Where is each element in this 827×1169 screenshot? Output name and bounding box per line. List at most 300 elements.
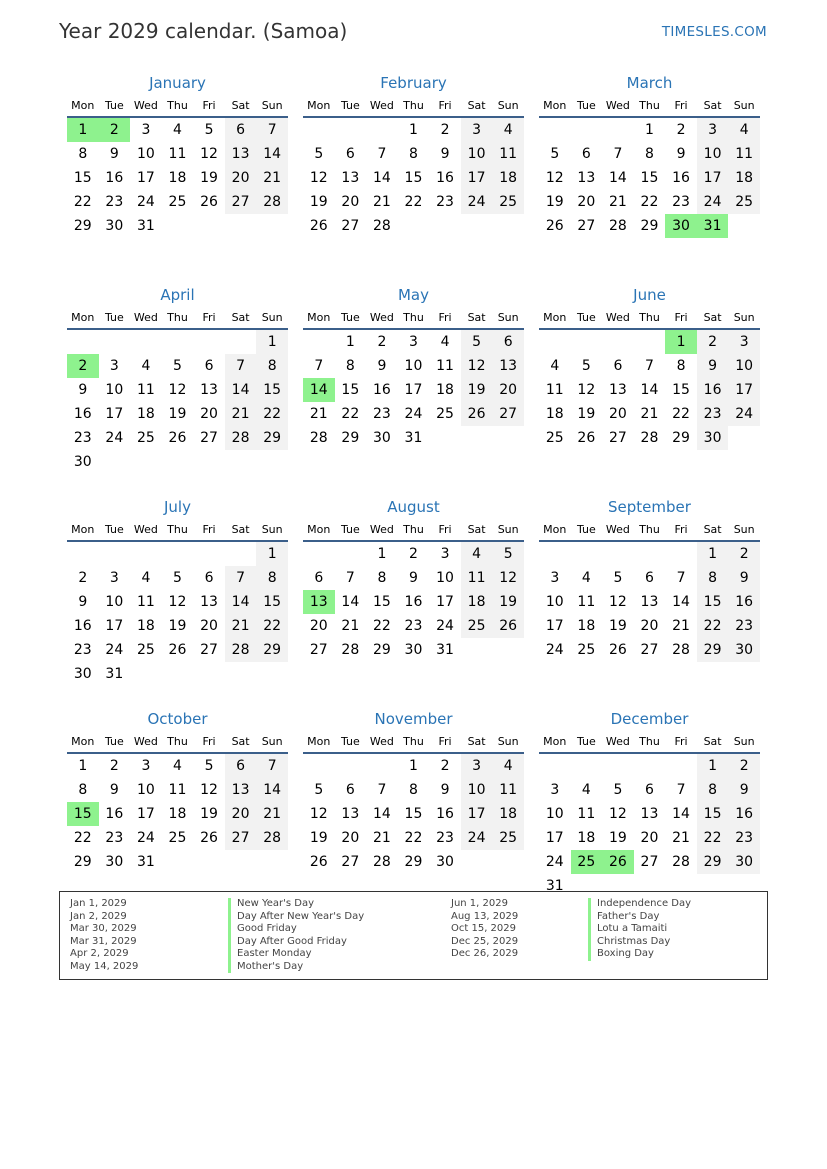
day-cell[interactable]: 4 — [173, 122, 182, 138]
day-cell[interactable]: 27 — [341, 854, 360, 870]
day-cell[interactable]: 12 — [168, 594, 187, 610]
day-cell[interactable]: 7 — [314, 358, 324, 374]
day-cell[interactable]: 6 — [345, 146, 355, 162]
day-cell[interactable]: 22 — [256, 614, 288, 638]
day-cell[interactable]: 18 — [136, 618, 155, 634]
day-cell[interactable]: 9 — [78, 594, 88, 610]
day-cell[interactable]: 7 — [345, 570, 355, 586]
day-cell[interactable]: 23 — [436, 194, 454, 210]
day-cell[interactable]: 1 — [409, 758, 418, 774]
day-cell[interactable]: 25 — [577, 642, 596, 658]
day-cell[interactable]: 27 — [225, 826, 257, 850]
day-cell[interactable]: 22 — [672, 406, 690, 422]
day-cell[interactable]: 21 — [256, 166, 288, 190]
day-cell[interactable]: 16 — [372, 382, 391, 398]
day-cell[interactable]: 3 — [440, 546, 450, 562]
day-cell[interactable]: 10 — [105, 382, 124, 398]
day-cell[interactable]: 18 — [577, 618, 596, 634]
day-cell[interactable]: 17 — [728, 378, 760, 402]
day-cell[interactable]: 12 — [461, 354, 493, 378]
day-cell[interactable]: 26 — [200, 830, 218, 846]
day-cell[interactable]: 17 — [697, 166, 729, 190]
day-cell[interactable]: 27 — [200, 642, 218, 658]
day-cell[interactable]: 13 — [341, 806, 360, 822]
day-cell[interactable]: 18 — [436, 382, 454, 398]
day-cell[interactable]: 29 — [372, 642, 391, 658]
day-cell[interactable]: 26 — [309, 218, 328, 234]
day-cell[interactable]: 11 — [168, 782, 187, 798]
day-cell[interactable]: 30 — [728, 638, 760, 662]
day-cell[interactable]: 25 — [492, 190, 524, 214]
day-cell[interactable]: 1 — [697, 754, 729, 778]
day-cell[interactable]: 8 — [78, 782, 88, 798]
day-cell[interactable]: 30 — [105, 854, 124, 870]
day-cell[interactable]: 29 — [256, 426, 288, 450]
day-cell[interactable]: 25 — [461, 614, 493, 638]
day-cell[interactable]: 5 — [314, 782, 324, 798]
day-cell[interactable]: 27 — [577, 218, 596, 234]
day-cell[interactable]: 17 — [436, 594, 454, 610]
day-cell[interactable]: 12 — [608, 806, 627, 822]
day-cell[interactable]: 14 — [608, 170, 627, 186]
day-cell[interactable]: 20 — [577, 194, 596, 210]
day-cell[interactable]: 1 — [645, 122, 654, 138]
day-cell[interactable]: 14 — [672, 806, 690, 822]
day-cell[interactable]: 28 — [608, 218, 627, 234]
day-cell[interactable]: 26 — [608, 642, 627, 658]
day-cell[interactable]: 7 — [256, 754, 288, 778]
day-cell[interactable]: 21 — [225, 402, 257, 426]
day-cell[interactable]: 8 — [256, 566, 288, 590]
day-cell[interactable]: 4 — [492, 118, 524, 142]
day-cell[interactable]: 31 — [404, 430, 423, 446]
day-cell[interactable]: 5 — [550, 146, 560, 162]
day-cell[interactable]: 10 — [461, 142, 493, 166]
day-cell[interactable]: 13 — [608, 382, 627, 398]
day-cell[interactable]: 5 — [173, 358, 182, 374]
day-cell[interactable]: 3 — [141, 758, 151, 774]
day-cell[interactable]: 2 — [676, 122, 686, 138]
day-cell[interactable]: 4 — [141, 570, 151, 586]
day-cell[interactable]: 20 — [309, 618, 328, 634]
day-cell[interactable]: 26 — [168, 430, 187, 446]
day-cell[interactable]: 14 — [256, 142, 288, 166]
day-cell[interactable]: 15 — [341, 382, 360, 398]
day-cell[interactable]: 9 — [728, 778, 760, 802]
day-cell[interactable]: 26 — [577, 430, 596, 446]
day-cell[interactable]: 29 — [672, 430, 690, 446]
day-cell[interactable]: 15 — [404, 806, 423, 822]
day-cell[interactable]: 28 — [256, 190, 288, 214]
day-cell[interactable]: 6 — [345, 782, 355, 798]
day-cell[interactable]: 16 — [436, 806, 454, 822]
day-cell[interactable]: 3 — [461, 754, 493, 778]
day-cell[interactable]: 16 — [404, 594, 423, 610]
day-cell[interactable]: 30 — [697, 426, 729, 450]
day-cell[interactable]: 26 — [200, 194, 218, 210]
day-cell[interactable]: 31 — [136, 218, 155, 234]
day-cell[interactable]: 11 — [461, 566, 493, 590]
day-cell[interactable]: 25 — [545, 430, 564, 446]
day-cell[interactable]: 18 — [168, 806, 187, 822]
day-cell[interactable]: 23 — [73, 642, 92, 658]
day-cell[interactable]: 15 — [256, 590, 288, 614]
day-cell[interactable]: 23 — [372, 406, 391, 422]
day-cell[interactable]: 12 — [608, 594, 627, 610]
day-cell[interactable]: 3 — [141, 122, 151, 138]
day-cell[interactable]: 24 — [136, 830, 155, 846]
day-cell[interactable]: 7 — [613, 146, 623, 162]
day-cell[interactable]: 17 — [545, 618, 564, 634]
day-cell[interactable]: 24 — [461, 190, 493, 214]
day-cell[interactable]: 10 — [697, 142, 729, 166]
day-cell[interactable]: 9 — [440, 146, 450, 162]
brand-link[interactable]: TIMESLES.COM — [661, 24, 767, 40]
day-cell[interactable]: 22 — [404, 194, 423, 210]
holiday-day-cell[interactable]: 14 — [303, 378, 335, 402]
day-cell[interactable]: 1 — [409, 122, 418, 138]
day-cell[interactable]: 22 — [697, 826, 729, 850]
day-cell[interactable]: 8 — [697, 566, 729, 590]
day-cell[interactable]: 31 — [545, 878, 564, 894]
day-cell[interactable]: 5 — [461, 330, 493, 354]
day-cell[interactable]: 6 — [645, 782, 654, 798]
day-cell[interactable]: 17 — [461, 802, 493, 826]
day-cell[interactable]: 26 — [168, 642, 187, 658]
day-cell[interactable]: 24 — [728, 402, 760, 426]
day-cell[interactable]: 26 — [461, 402, 493, 426]
day-cell[interactable]: 5 — [204, 758, 214, 774]
day-cell[interactable]: 23 — [73, 430, 92, 446]
day-cell[interactable]: 24 — [697, 190, 729, 214]
day-cell[interactable]: 16 — [436, 170, 454, 186]
holiday-day-cell[interactable]: 15 — [67, 802, 99, 826]
day-cell[interactable]: 11 — [545, 382, 564, 398]
day-cell[interactable]: 1 — [256, 542, 288, 566]
day-cell[interactable]: 21 — [309, 406, 328, 422]
day-cell[interactable]: 13 — [492, 354, 524, 378]
day-cell[interactable]: 19 — [577, 406, 596, 422]
day-cell[interactable]: 11 — [577, 594, 596, 610]
day-cell[interactable]: 14 — [225, 378, 257, 402]
day-cell[interactable]: 20 — [492, 378, 524, 402]
day-cell[interactable]: 2 — [728, 542, 760, 566]
day-cell[interactable]: 29 — [697, 850, 729, 874]
day-cell[interactable]: 4 — [440, 334, 450, 350]
day-cell[interactable]: 16 — [728, 802, 760, 826]
day-cell[interactable]: 15 — [256, 378, 288, 402]
day-cell[interactable]: 19 — [309, 194, 328, 210]
day-cell[interactable]: 24 — [436, 618, 454, 634]
day-cell[interactable]: 14 — [256, 778, 288, 802]
holiday-day-cell[interactable]: 25 — [571, 850, 603, 874]
day-cell[interactable]: 6 — [314, 570, 324, 586]
day-cell[interactable]: 3 — [109, 570, 119, 586]
day-cell[interactable]: 4 — [141, 358, 151, 374]
day-cell[interactable]: 17 — [461, 166, 493, 190]
day-cell[interactable]: 18 — [545, 406, 564, 422]
holiday-day-cell[interactable]: 1 — [665, 330, 697, 354]
day-cell[interactable]: 8 — [409, 146, 418, 162]
day-cell[interactable]: 25 — [168, 830, 187, 846]
day-cell[interactable]: 30 — [728, 850, 760, 874]
day-cell[interactable]: 28 — [225, 426, 257, 450]
day-cell[interactable]: 18 — [461, 590, 493, 614]
day-cell[interactable]: 21 — [256, 802, 288, 826]
day-cell[interactable]: 28 — [640, 430, 659, 446]
day-cell[interactable]: 25 — [136, 430, 155, 446]
day-cell[interactable]: 26 — [545, 218, 564, 234]
day-cell[interactable]: 5 — [613, 570, 623, 586]
day-cell[interactable]: 19 — [168, 406, 187, 422]
day-cell[interactable]: 30 — [436, 854, 454, 870]
day-cell[interactable]: 21 — [608, 194, 627, 210]
day-cell[interactable]: 20 — [341, 830, 360, 846]
day-cell[interactable]: 25 — [168, 194, 187, 210]
day-cell[interactable]: 4 — [461, 542, 493, 566]
day-cell[interactable]: 3 — [461, 118, 493, 142]
day-cell[interactable]: 6 — [225, 118, 257, 142]
day-cell[interactable]: 3 — [409, 334, 418, 350]
day-cell[interactable]: 19 — [608, 830, 627, 846]
day-cell[interactable]: 14 — [372, 170, 391, 186]
day-cell[interactable]: 24 — [545, 854, 564, 870]
day-cell[interactable]: 26 — [492, 614, 524, 638]
day-cell[interactable]: 16 — [105, 806, 124, 822]
day-cell[interactable]: 18 — [168, 170, 187, 186]
day-cell[interactable]: 5 — [613, 782, 623, 798]
day-cell[interactable]: 18 — [492, 166, 524, 190]
day-cell[interactable]: 20 — [200, 406, 218, 422]
day-cell[interactable]: 24 — [105, 642, 124, 658]
day-cell[interactable]: 6 — [581, 146, 591, 162]
day-cell[interactable]: 22 — [341, 406, 360, 422]
day-cell[interactable]: 7 — [676, 782, 686, 798]
day-cell[interactable]: 19 — [200, 170, 218, 186]
day-cell[interactable]: 12 — [200, 146, 218, 162]
day-cell[interactable]: 11 — [492, 778, 524, 802]
day-cell[interactable]: 19 — [168, 618, 187, 634]
day-cell[interactable]: 1 — [256, 330, 288, 354]
day-cell[interactable]: 28 — [256, 826, 288, 850]
day-cell[interactable]: 27 — [640, 854, 659, 870]
day-cell[interactable]: 20 — [225, 802, 257, 826]
day-cell[interactable]: 4 — [173, 758, 182, 774]
day-cell[interactable]: 30 — [73, 666, 92, 682]
day-cell[interactable]: 14 — [372, 806, 391, 822]
day-cell[interactable]: 5 — [173, 570, 182, 586]
day-cell[interactable]: 13 — [200, 594, 218, 610]
day-cell[interactable]: 25 — [728, 190, 760, 214]
day-cell[interactable]: 19 — [309, 830, 328, 846]
day-cell[interactable]: 23 — [105, 194, 124, 210]
day-cell[interactable]: 18 — [728, 166, 760, 190]
day-cell[interactable]: 28 — [672, 642, 690, 658]
day-cell[interactable]: 5 — [204, 122, 214, 138]
day-cell[interactable]: 30 — [105, 218, 124, 234]
day-cell[interactable]: 10 — [136, 782, 155, 798]
day-cell[interactable]: 20 — [200, 618, 218, 634]
day-cell[interactable]: 15 — [372, 594, 391, 610]
day-cell[interactable]: 28 — [225, 638, 257, 662]
day-cell[interactable]: 22 — [640, 194, 659, 210]
day-cell[interactable]: 23 — [672, 194, 690, 210]
day-cell[interactable]: 22 — [697, 614, 729, 638]
day-cell[interactable]: 4 — [728, 118, 760, 142]
day-cell[interactable]: 11 — [492, 142, 524, 166]
day-cell[interactable]: 29 — [73, 218, 92, 234]
day-cell[interactable]: 10 — [436, 570, 454, 586]
day-cell[interactable]: 8 — [256, 354, 288, 378]
day-cell[interactable]: 13 — [225, 142, 257, 166]
day-cell[interactable]: 5 — [581, 358, 591, 374]
day-cell[interactable]: 10 — [136, 146, 155, 162]
day-cell[interactable]: 15 — [672, 382, 690, 398]
day-cell[interactable]: 17 — [136, 170, 155, 186]
holiday-day-cell[interactable]: 2 — [99, 118, 131, 142]
day-cell[interactable]: 7 — [225, 354, 257, 378]
day-cell[interactable]: 19 — [608, 618, 627, 634]
day-cell[interactable]: 2 — [377, 334, 387, 350]
day-cell[interactable]: 3 — [550, 570, 560, 586]
day-cell[interactable]: 28 — [309, 430, 328, 446]
day-cell[interactable]: 16 — [728, 590, 760, 614]
day-cell[interactable]: 27 — [492, 402, 524, 426]
day-cell[interactable]: 6 — [204, 358, 214, 374]
day-cell[interactable]: 26 — [309, 854, 328, 870]
day-cell[interactable]: 22 — [256, 402, 288, 426]
day-cell[interactable]: 24 — [404, 406, 423, 422]
day-cell[interactable]: 13 — [640, 806, 659, 822]
day-cell[interactable]: 25 — [136, 642, 155, 658]
day-cell[interactable]: 13 — [225, 778, 257, 802]
day-cell[interactable]: 27 — [608, 430, 627, 446]
day-cell[interactable]: 29 — [73, 854, 92, 870]
day-cell[interactable]: 9 — [676, 146, 686, 162]
day-cell[interactable]: 9 — [109, 782, 119, 798]
day-cell[interactable]: 24 — [105, 430, 124, 446]
day-cell[interactable]: 3 — [728, 330, 760, 354]
day-cell[interactable]: 8 — [697, 778, 729, 802]
day-cell[interactable]: 2 — [440, 758, 450, 774]
day-cell[interactable]: 16 — [73, 406, 92, 422]
day-cell[interactable]: 1 — [377, 546, 387, 562]
day-cell[interactable]: 2 — [78, 570, 88, 586]
day-cell[interactable]: 31 — [136, 854, 155, 870]
day-cell[interactable]: 21 — [372, 830, 391, 846]
day-cell[interactable]: 7 — [377, 782, 387, 798]
day-cell[interactable]: 12 — [577, 382, 596, 398]
day-cell[interactable]: 6 — [613, 358, 623, 374]
day-cell[interactable]: 18 — [492, 802, 524, 826]
day-cell[interactable]: 23 — [436, 830, 454, 846]
day-cell[interactable]: 11 — [577, 806, 596, 822]
day-cell[interactable]: 25 — [436, 406, 454, 422]
day-cell[interactable]: 8 — [345, 358, 355, 374]
day-cell[interactable]: 27 — [309, 642, 328, 658]
day-cell[interactable]: 5 — [314, 146, 324, 162]
day-cell[interactable]: 23 — [728, 826, 760, 850]
day-cell[interactable]: 3 — [109, 358, 119, 374]
day-cell[interactable]: 20 — [640, 618, 659, 634]
day-cell[interactable]: 15 — [697, 590, 729, 614]
day-cell[interactable]: 1 — [345, 334, 355, 350]
day-cell[interactable]: 29 — [341, 430, 360, 446]
day-cell[interactable]: 31 — [105, 666, 124, 682]
day-cell[interactable]: 16 — [672, 170, 690, 186]
holiday-day-cell[interactable]: 30 — [665, 214, 697, 238]
day-cell[interactable]: 9 — [409, 570, 418, 586]
day-cell[interactable]: 4 — [581, 570, 591, 586]
day-cell[interactable]: 8 — [645, 146, 654, 162]
holiday-day-cell[interactable]: 31 — [697, 214, 729, 238]
day-cell[interactable]: 7 — [676, 570, 686, 586]
holiday-day-cell[interactable]: 1 — [67, 118, 99, 142]
day-cell[interactable]: 14 — [640, 382, 659, 398]
holiday-day-cell[interactable]: 2 — [67, 354, 99, 378]
day-cell[interactable]: 11 — [728, 142, 760, 166]
day-cell[interactable]: 12 — [200, 782, 218, 798]
day-cell[interactable]: 12 — [492, 566, 524, 590]
day-cell[interactable]: 23 — [404, 618, 423, 634]
day-cell[interactable]: 9 — [109, 146, 119, 162]
day-cell[interactable]: 28 — [341, 642, 360, 658]
day-cell[interactable]: 22 — [372, 618, 391, 634]
day-cell[interactable]: 8 — [676, 358, 686, 374]
day-cell[interactable]: 10 — [545, 594, 564, 610]
day-cell[interactable]: 13 — [640, 594, 659, 610]
day-cell[interactable]: 10 — [728, 354, 760, 378]
holiday-day-cell[interactable]: 13 — [303, 590, 335, 614]
day-cell[interactable]: 17 — [404, 382, 423, 398]
day-cell[interactable]: 14 — [341, 594, 360, 610]
day-cell[interactable]: 24 — [461, 826, 493, 850]
day-cell[interactable]: 29 — [640, 218, 659, 234]
day-cell[interactable]: 9 — [697, 354, 729, 378]
day-cell[interactable]: 11 — [136, 382, 155, 398]
day-cell[interactable]: 8 — [377, 570, 387, 586]
day-cell[interactable]: 21 — [225, 614, 257, 638]
day-cell[interactable]: 6 — [204, 570, 214, 586]
day-cell[interactable]: 4 — [550, 358, 560, 374]
day-cell[interactable]: 4 — [492, 754, 524, 778]
day-cell[interactable]: 9 — [78, 382, 88, 398]
day-cell[interactable]: 15 — [697, 802, 729, 826]
day-cell[interactable]: 17 — [136, 806, 155, 822]
day-cell[interactable]: 24 — [136, 194, 155, 210]
day-cell[interactable]: 31 — [436, 642, 454, 658]
day-cell[interactable]: 12 — [168, 382, 187, 398]
day-cell[interactable]: 15 — [404, 170, 423, 186]
day-cell[interactable]: 10 — [105, 594, 124, 610]
day-cell[interactable]: 6 — [225, 754, 257, 778]
day-cell[interactable]: 10 — [461, 778, 493, 802]
day-cell[interactable]: 7 — [645, 358, 654, 374]
day-cell[interactable]: 16 — [73, 618, 92, 634]
day-cell[interactable]: 6 — [492, 330, 524, 354]
day-cell[interactable]: 1 — [78, 758, 88, 774]
day-cell[interactable]: 21 — [341, 618, 360, 634]
day-cell[interactable]: 27 — [341, 218, 360, 234]
day-cell[interactable]: 9 — [728, 566, 760, 590]
day-cell[interactable]: 19 — [492, 590, 524, 614]
day-cell[interactable]: 21 — [672, 830, 690, 846]
day-cell[interactable]: 6 — [645, 570, 654, 586]
day-cell[interactable]: 22 — [73, 830, 92, 846]
day-cell[interactable]: 17 — [545, 830, 564, 846]
day-cell[interactable]: 7 — [225, 566, 257, 590]
day-cell[interactable]: 17 — [105, 618, 124, 634]
